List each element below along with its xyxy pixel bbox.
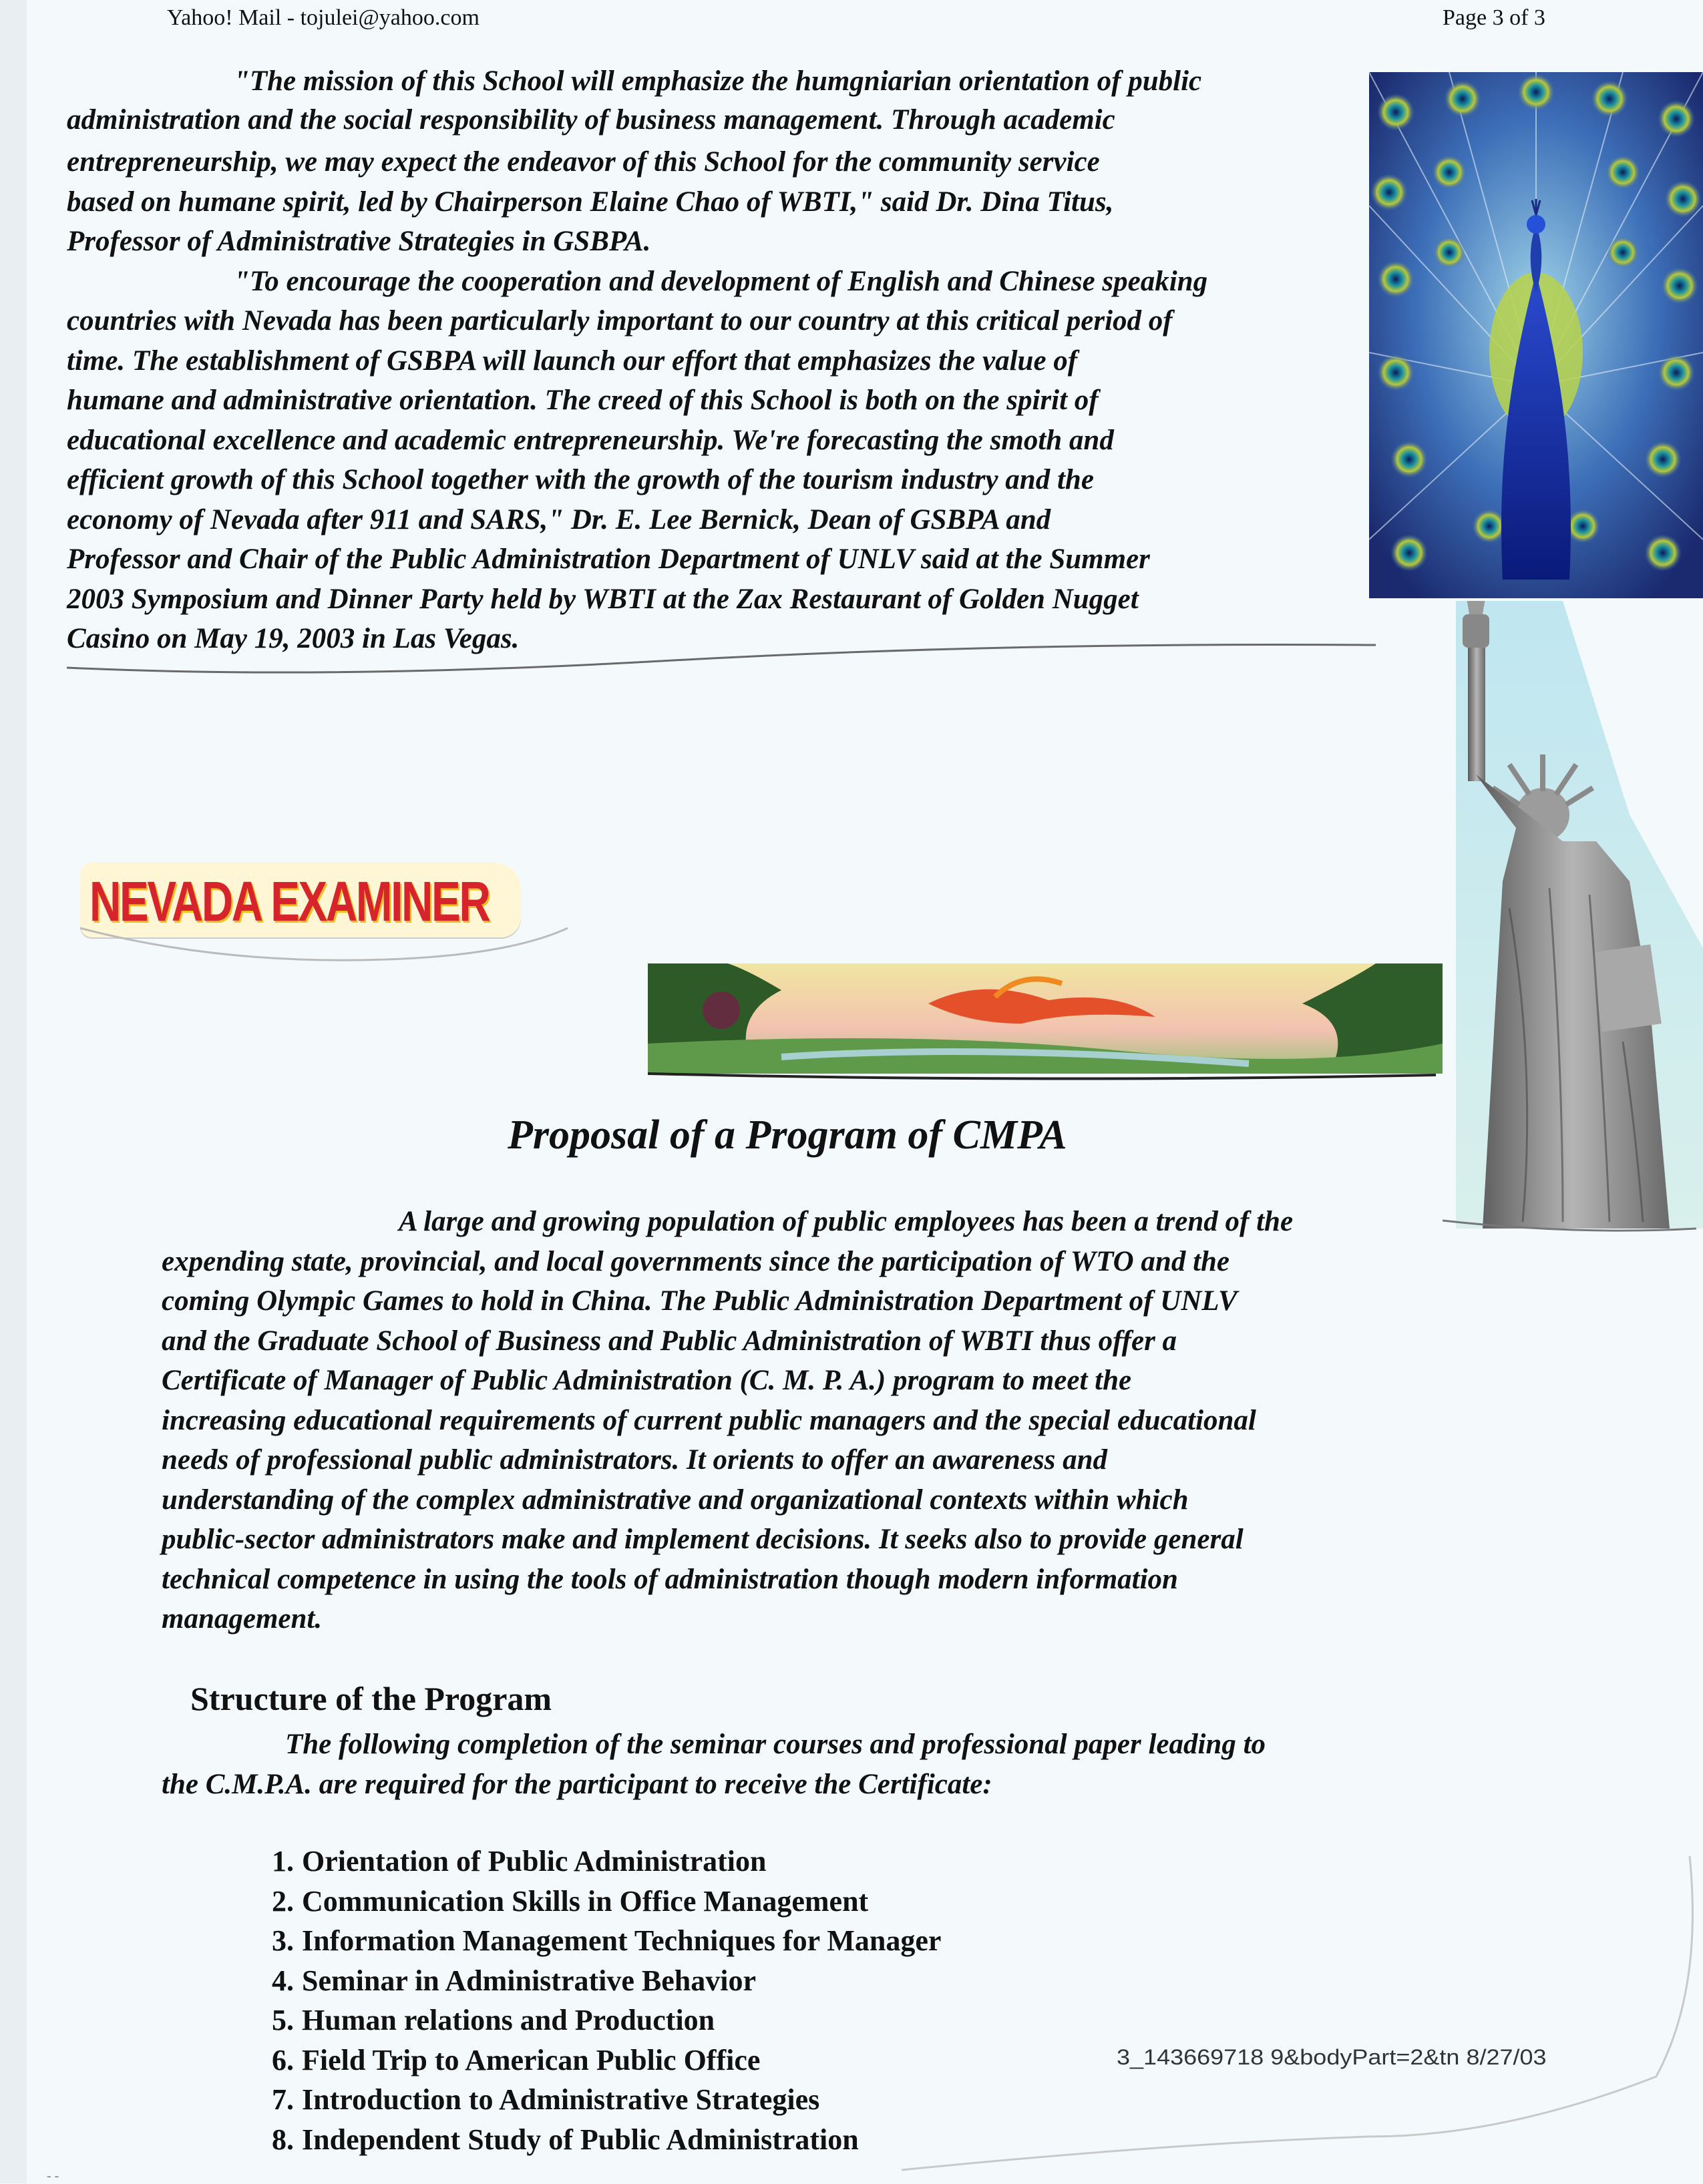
paper-edge xyxy=(0,0,27,2183)
course-label: Information Management Techniques for Manager xyxy=(302,1924,942,1957)
clip-line: humane and administrative orientation. The creed of this School is both on the spirit of xyxy=(67,385,1099,416)
clip-line: Professor of Administrative Strategies in GSBPA. xyxy=(67,226,651,257)
proposal-body xyxy=(162,1202,1477,1639)
proposal-line: Certificate of Manager of Public Administration (C. M. P. A.) program to meet the xyxy=(162,1365,1132,1396)
proposal-line: increasing educational requirements of current public managers and the special educational xyxy=(162,1404,1256,1436)
proposal-line: and the Graduate School of Business and Public Administration of WBTI thus offer a xyxy=(162,1325,1177,1357)
page-number: Page 3 of 3 xyxy=(1443,5,1545,30)
tropical-landscape-image xyxy=(648,963,1443,1074)
proposal-line: expending state, provincial, and local governments since the participation of WTO and the xyxy=(162,1245,1230,1277)
proposal-line: coming Olympic Games to hold in China. The Public Administration Department of UNLV xyxy=(162,1285,1238,1317)
structure-heading: Structure of the Program xyxy=(190,1680,552,1717)
page-marks: - - xyxy=(47,2169,59,2183)
course-label: Seminar in Administrative Behavior xyxy=(302,1964,756,1997)
course-label: Field Trip to American Public Office xyxy=(302,2043,761,2077)
course-label: Orientation of Public Administration xyxy=(302,1845,767,1878)
clipping-cut-edge xyxy=(60,641,1382,681)
statue-of-liberty-image xyxy=(1429,601,1703,1229)
course-number: 3. xyxy=(272,1924,294,1957)
logo-cut-edge xyxy=(73,921,581,975)
proposal-line: technical competence in using the tools of administration though modern information xyxy=(162,1563,1178,1595)
peacock-image xyxy=(1369,72,1703,598)
clip-line: "The mission of this School will emphasize the humgniarian orientation of public xyxy=(234,65,1202,97)
clip-line: economy of Nevada after 911 and SARS," Dr. E. Lee Bernick, Dean of GSBPA and xyxy=(67,503,1051,535)
clip-line: 2003 Symposium and Dinner Party held by WBTI at the Zax Restaurant of Golden Nugget xyxy=(67,583,1139,615)
logo-text: NEVADA EXAMINER xyxy=(89,870,490,933)
structure-line: the C.M.P.A. are required for the participant to receive the Certificate: xyxy=(162,1768,992,1800)
mail-header-title: Yahoo! Mail - tojulei@yahoo.com xyxy=(167,5,480,30)
landscape-cut-edge xyxy=(641,1067,1443,1087)
course-number: 6. xyxy=(272,2043,294,2077)
clip-line: efficient growth of this School together with the growth of the tourism industry and the xyxy=(67,464,1094,495)
proposal-line: management. xyxy=(162,1603,323,1634)
structure-line: The following completion of the seminar courses and professional paper leading to xyxy=(285,1729,1266,1760)
proposal-line: understanding of the complex administrative and organizational contexts within which xyxy=(162,1484,1189,1516)
course-label: Introduction to Administrative Strategies xyxy=(302,2083,820,2116)
clip-line: Casino on May 19, 2003 in Las Vegas. xyxy=(67,623,520,654)
clip-line: entrepreneurship, we may expect the endeavor of this School for the community service xyxy=(67,146,1100,178)
clip-line: Professor and Chair of the Public Administration Department of UNLV said at the Summer xyxy=(67,543,1150,575)
top-news-clipping xyxy=(67,61,1372,659)
course-number: 8. xyxy=(272,2123,294,2156)
url-fragment: 3_143669718 9&bodyPart=2&tn 8/27/03 xyxy=(1117,2044,1547,2069)
course-number: 7. xyxy=(272,2083,294,2116)
course-number: 2. xyxy=(272,1884,294,1918)
clip-line: "To encourage the cooperation and development of English and Chinese speaking xyxy=(234,265,1208,297)
proposal-line: A large and growing population of public employees has been a trend of the xyxy=(399,1206,1294,1237)
proposal-line: needs of professional public administrators. It orients to offer an awareness and xyxy=(162,1444,1107,1476)
liberty-cut-edge xyxy=(1443,1215,1703,1249)
clip-line: time. The establishment of GSBPA will launch our effort that emphasizes the value of xyxy=(67,345,1078,377)
proposal-line: public-sector administrators make and implement decisions. It seeks also to provide general xyxy=(162,1524,1244,1555)
course-number: 1. xyxy=(272,1845,294,1878)
course-label: Communication Skills in Office Management xyxy=(302,1884,869,1918)
clip-line: administration and the social responsibility of business management. Through academic xyxy=(67,103,1115,136)
clipping-cut-edge xyxy=(768,1856,1703,2177)
course-label: Human relations and Production xyxy=(302,2004,715,2036)
clip-line: educational excellence and academic entrepreneurship. We're forecasting the smoth and xyxy=(67,424,1114,456)
proposal-title: Proposal of a Program of CMPA xyxy=(508,1112,1067,1158)
course-number: 5. xyxy=(272,2004,294,2036)
structure-intro xyxy=(162,1725,1266,1804)
clip-line: countries with Nevada has been particularly important to our country at this critical period of xyxy=(67,305,1173,337)
course-number: 4. xyxy=(272,1964,294,1997)
clip-line: based on humane spirit, led by Chairperson Elaine Chao of WBTI," said Dr. Dina Titus, xyxy=(67,186,1114,218)
course-label: Independent Study of Public Administration xyxy=(302,2123,859,2156)
